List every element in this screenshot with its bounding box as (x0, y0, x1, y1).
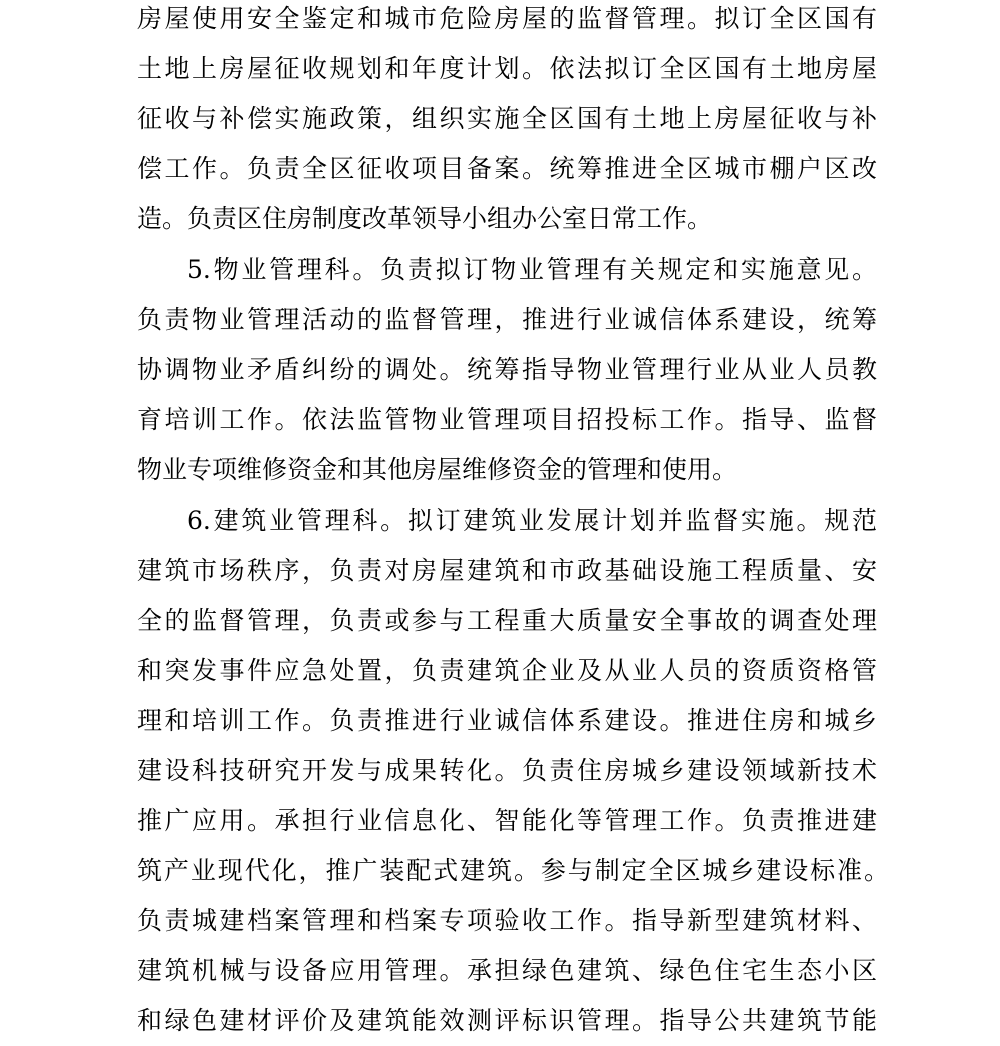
text-line: 全的监督管理，负责或参与工程重大质量安全事故的调查处理 (137, 606, 877, 635)
text-line: 偿工作。负责全区征收项目备案。统筹推进全区城市棚户区改 (137, 154, 877, 183)
text-line: 和绿色建材评价及建筑能效测评标识管理。指导公共建筑节能 (137, 1006, 877, 1035)
text-line: 推广应用。承担行业信息化、智能化等管理工作。负责推进建 (137, 806, 877, 835)
text-line: 负责物业管理活动的监督管理，推进行业诚信体系建设，统筹 (137, 305, 877, 334)
text-line: 筑产业现代化，推广装配式建筑。参与制定全区城乡建设标准。 (137, 856, 889, 885)
text-line: 建筑市场秩序，负责对房屋建筑和市政基础设施工程质量、安 (137, 556, 877, 585)
text-line: 征收与补偿实施政策，组织实施全区国有土地上房屋征收与补 (137, 104, 877, 133)
text-line: 房屋使用安全鉴定和城市危险房屋的监督管理。拟订全区国有 (137, 4, 877, 33)
paragraph-heading-line: 6.建筑业管理科。拟订建筑业发展计划并监督实施。规范 (187, 506, 877, 535)
paragraph-heading-line: 5.物业管理科。负责拟订物业管理有关规定和实施意见。 (187, 255, 877, 284)
text-line: 协调物业矛盾纠纷的调处。统筹指导物业管理行业从业人员教 (137, 355, 877, 384)
text-line: 理和培训工作。负责推进行业诚信体系建设。推进住房和城乡 (137, 706, 877, 735)
text-line: 物业专项维修资金和其他房屋维修资金的管理和使用。 (137, 455, 738, 484)
text-line: 建设科技研究开发与成果转化。负责住房城乡建设领域新技术 (137, 756, 877, 785)
text-line: 土地上房屋征收规划和年度计划。依法拟订全区国有土地房屋 (137, 54, 877, 83)
text-line: 育培训工作。依法监管物业管理项目招投标工作。指导、监督 (137, 405, 877, 434)
text-line: 和突发事件应急处置，负责建筑企业及从业人员的资质资格管 (137, 656, 877, 685)
text-line: 造。负责区住房制度改革领导小组办公室日常工作。 (137, 204, 713, 233)
text-line: 负责城建档案管理和档案专项验收工作。指导新型建筑材料、 (137, 906, 877, 935)
text-line: 建筑机械与设备应用管理。承担绿色建筑、绿色住宅生态小区 (137, 956, 877, 985)
